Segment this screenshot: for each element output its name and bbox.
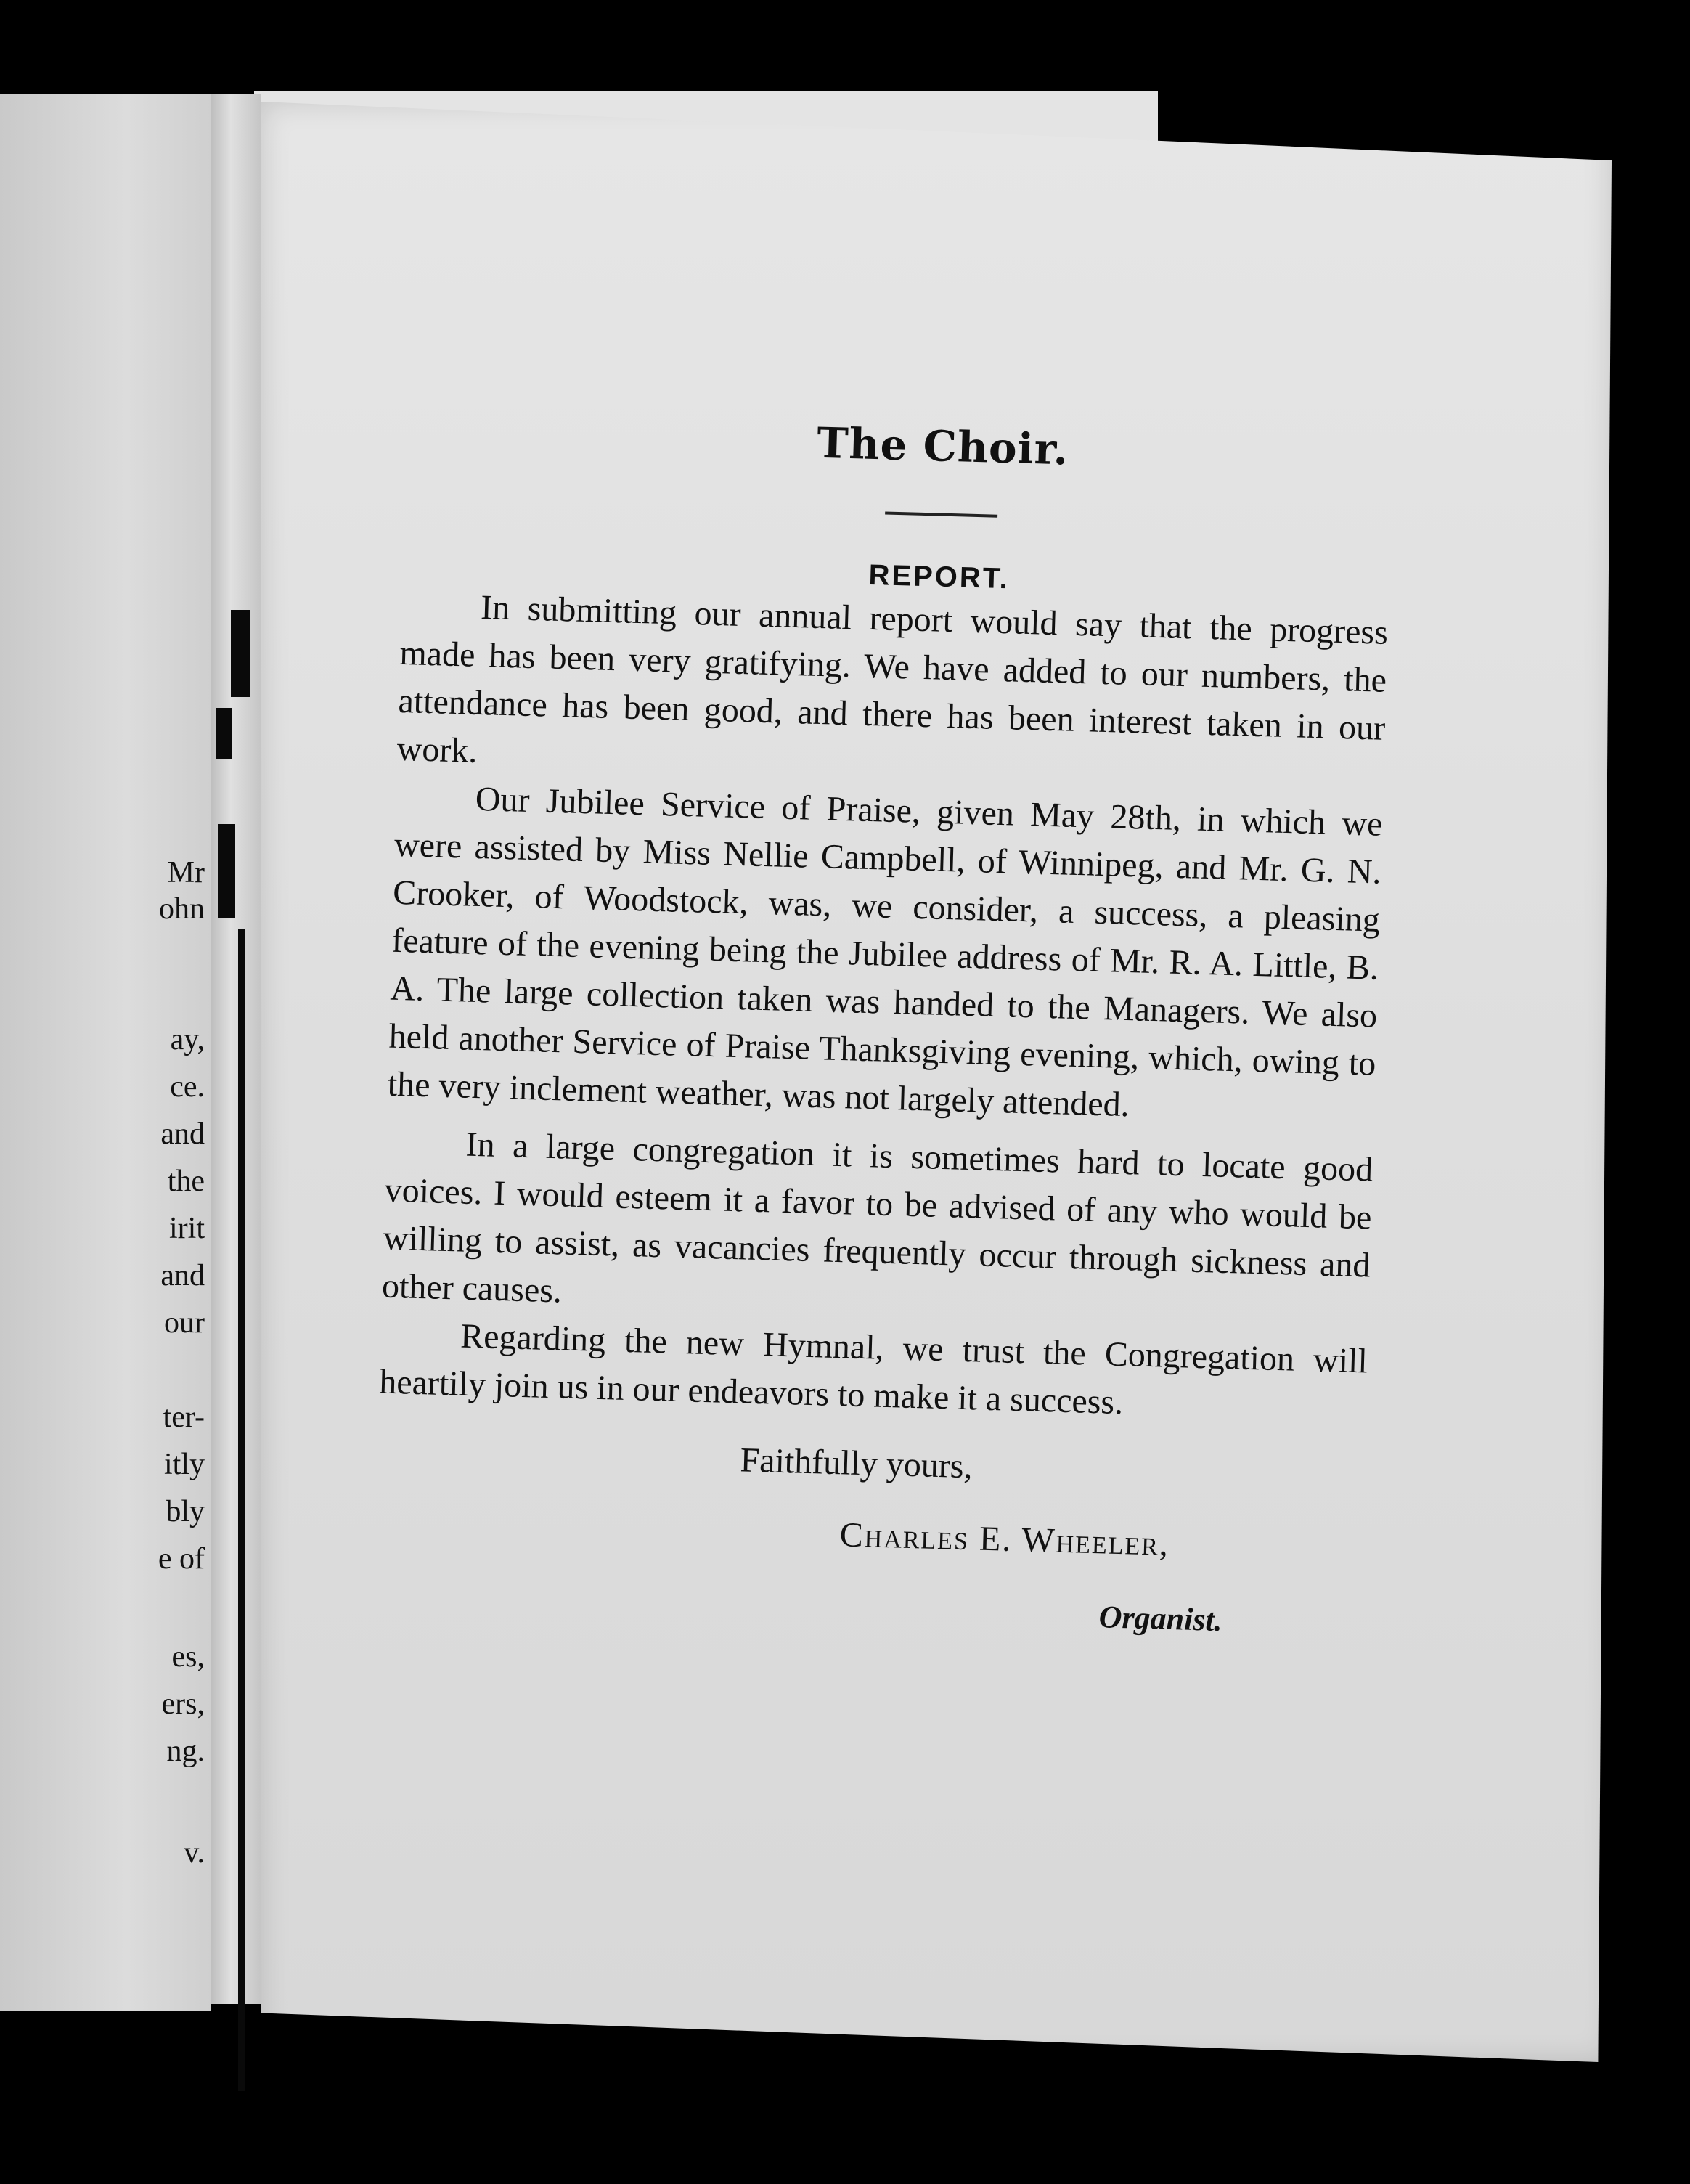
left-fragment: ers,	[161, 1687, 205, 1721]
left-fragment: ohn	[159, 892, 205, 926]
left-fragment: ce.	[170, 1070, 205, 1104]
page-title: The Choir.	[816, 417, 1070, 475]
report-heading: REPORT.	[868, 558, 1011, 595]
binding-tear-line	[238, 929, 245, 2091]
closing-line: Faithfully yours,	[739, 1441, 973, 1486]
left-fragment: and	[160, 1117, 205, 1151]
signer-name	[375, 1502, 1363, 1569]
left-fragment: the	[167, 1165, 205, 1198]
report-paragraph: In a large congregation it is sometimes hard to locate good voices. I would esteem it a favor to be advised of any who would be willing to assist, as vacancies frequently occur through sickness and other causes.	[381, 1125, 1373, 1311]
left-fragment: bly	[166, 1495, 205, 1528]
left-fragment: itly	[163, 1448, 205, 1481]
left-page	[0, 94, 211, 2011]
left-fragment: ter-	[163, 1401, 205, 1434]
report-paragraph: Regarding the new Hymnal, we trust the Congregation will heartily join us in our endeavors to make it a success.	[378, 1316, 1368, 1422]
binding-gutter	[211, 94, 261, 2004]
left-fragment: ay,	[170, 1023, 205, 1056]
left-fragment: e of	[158, 1542, 205, 1576]
left-fragment: our	[164, 1306, 205, 1340]
left-fragment: v.	[184, 1836, 205, 1870]
left-fragment: es,	[171, 1640, 205, 1674]
report-paragraph: In submitting our annual report would say that the progress made has been very gratifying. We have added to our numbers, the attendance has been good, and there has been interest taken in our work.	[396, 587, 1389, 770]
report-text-block	[373, 407, 1394, 1642]
report-paragraph: Our Jubilee Service of Praise, given May 28th, in which we were assisted by Miss Nellie Campbell, of Winnipeg, and Mr. G. N. Crooker, of Woodstock, was, we consider, a success, a pleasing feature of the evening being the Jubilee address of Mr. R. A. Little, B. A. The large collection taken was handed to the Managers. We also held another Service of Praise Thanksgiving evening, which, owing to the very inclement weather, was not largely attended.	[387, 779, 1384, 1125]
left-fragment: ng.	[166, 1735, 205, 1768]
signer-name-text: Charles E. Wheeler,	[839, 1515, 1170, 1563]
binding-mark	[218, 824, 235, 918]
binding-mark	[216, 708, 232, 759]
title-rule	[885, 511, 997, 517]
left-fragment: Mr	[167, 856, 205, 889]
left-fragment: irit	[169, 1212, 205, 1245]
binding-mark	[231, 610, 250, 697]
signer-role: Organist.	[1098, 1599, 1223, 1639]
left-fragment: and	[160, 1259, 205, 1292]
